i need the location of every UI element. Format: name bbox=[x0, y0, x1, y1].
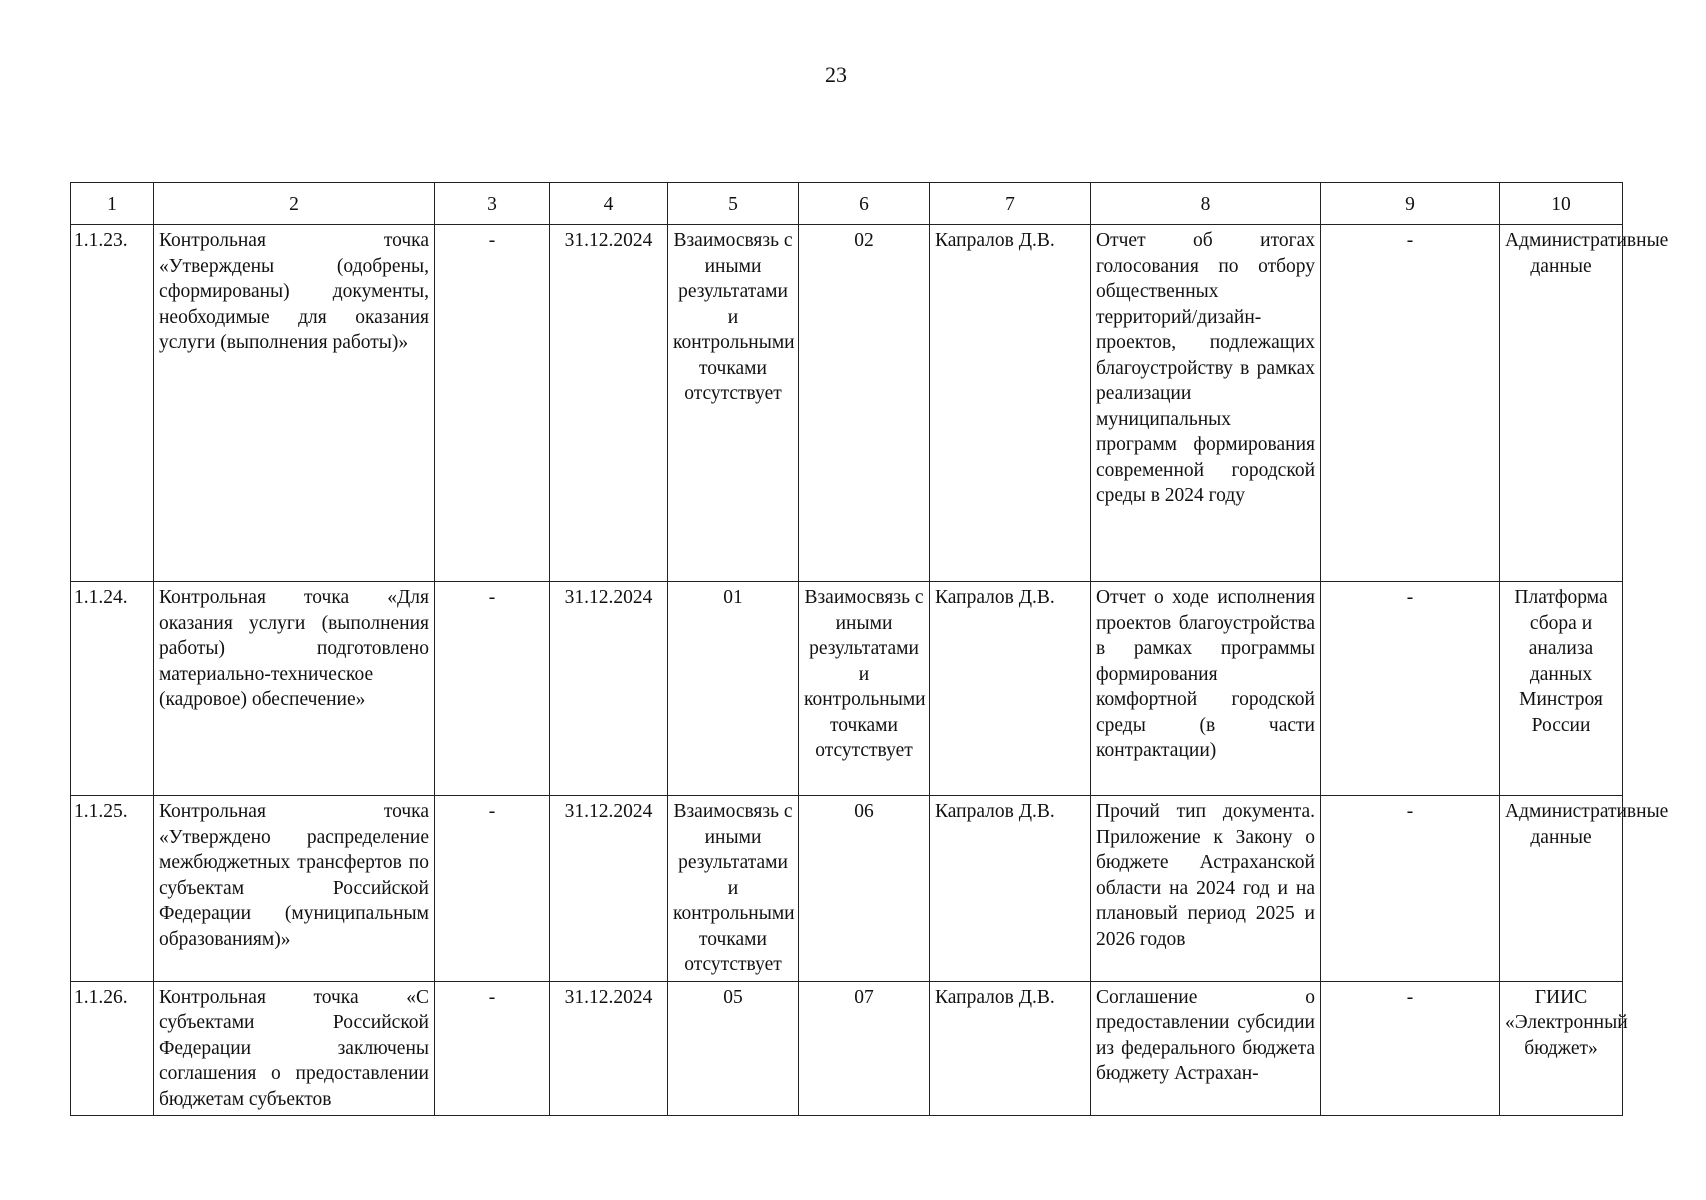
header-col-3: 3 bbox=[435, 183, 550, 225]
responsible-person: Капралов Д.В. bbox=[930, 225, 1091, 582]
cell-col-6: Взаимосвязь с иными результатами и контрольными точками отсутствует bbox=[799, 582, 930, 796]
document-type: Прочий тип документа. Приложение к Закону о бюджете Астраханской области на 2024 год и на плановый период 2025 и 2026 годов bbox=[1091, 796, 1321, 982]
header-col-1: 1 bbox=[71, 183, 154, 225]
due-date: 31.12.2024 bbox=[550, 582, 668, 796]
cell-col-9: - bbox=[1321, 582, 1500, 796]
header-col-2: 2 bbox=[154, 183, 435, 225]
due-date: 31.12.2024 bbox=[550, 225, 668, 582]
row-number: 1.1.24. bbox=[71, 582, 154, 796]
cell-col-9: - bbox=[1321, 796, 1500, 982]
table-header-row bbox=[71, 183, 1623, 225]
row-number: 1.1.25. bbox=[71, 796, 154, 982]
control-points-table bbox=[70, 182, 1669, 1116]
table-row bbox=[71, 225, 1623, 582]
information-source: ГИИС «Электронный бюджет» bbox=[1500, 981, 1623, 1116]
responsible-person: Капралов Д.В. bbox=[930, 582, 1091, 796]
table-row bbox=[71, 796, 1623, 982]
cell-col-6: 02 bbox=[799, 225, 930, 582]
header-col-5: 5 bbox=[668, 183, 799, 225]
cell-col-3: - bbox=[435, 225, 550, 582]
cell-col-3: - bbox=[435, 582, 550, 796]
control-point-name: Контрольная точка «Утверждены (одобрены, сформированы) документы, необходимые для оказания услуги (выполнения работы)» bbox=[154, 225, 435, 582]
document-type: Отчет об итогах голосования по отбору общественных территорий/дизайн-проектов, подлежащих благоустройству в рамках реализации муниципальных программ формирования современной городской среды в 2024 году bbox=[1091, 225, 1321, 582]
due-date: 31.12.2024 bbox=[550, 981, 668, 1116]
information-source: Административные данные bbox=[1500, 796, 1623, 982]
cell-col-5: 01 bbox=[668, 582, 799, 796]
header-col-7: 7 bbox=[930, 183, 1091, 225]
cell-col-3: - bbox=[435, 981, 550, 1116]
header-col-8: 8 bbox=[1091, 183, 1321, 225]
page-number: 23 bbox=[825, 62, 847, 87]
cell-col-5: Взаимосвязь с иными результатами и контрольными точками отсутствует bbox=[668, 225, 799, 582]
cell-col-5: 05 bbox=[668, 981, 799, 1116]
cell-col-5: Взаимосвязь с иными результатами и контрольными точками отсутствует bbox=[668, 796, 799, 982]
header-col-4: 4 bbox=[550, 183, 668, 225]
control-point-name: Контрольная точка «Утверждено распределение межбюджетных трансфертов по субъектам Российской Федерации (муниципальным образованиям)» bbox=[154, 796, 435, 982]
document-type: Соглашение о предоставлении субсидии из федерального бюджета бюджету Астрахан- bbox=[1091, 981, 1321, 1116]
header-col-10: 10 bbox=[1500, 183, 1623, 225]
control-point-name: Контрольная точка «С субъектами Российской Федерации заключены соглашения о предоставлении бюджетам субъектов bbox=[154, 981, 435, 1116]
information-source: Платформа сбора и анализа данных Минстроя России bbox=[1500, 582, 1623, 796]
cell-col-6: 07 bbox=[799, 981, 930, 1116]
header-col-9: 9 bbox=[1321, 183, 1500, 225]
cell-col-9: - bbox=[1321, 225, 1500, 582]
control-point-name: Контрольная точка «Для оказания услуги (выполнения работы) подготовлено материально-техническое (кадровое) обеспечение» bbox=[154, 582, 435, 796]
cell-col-6: 06 bbox=[799, 796, 930, 982]
header-col-6: 6 bbox=[799, 183, 930, 225]
cell-col-3: - bbox=[435, 796, 550, 982]
row-number: 1.1.26. bbox=[71, 981, 154, 1116]
table-row bbox=[71, 582, 1623, 796]
table-row bbox=[71, 981, 1623, 1116]
cell-col-9: - bbox=[1321, 981, 1500, 1116]
due-date: 31.12.2024 bbox=[550, 796, 668, 982]
information-source: Административные данные bbox=[1500, 225, 1623, 582]
responsible-person: Капралов Д.В. bbox=[930, 796, 1091, 982]
responsible-person: Капралов Д.В. bbox=[930, 981, 1091, 1116]
document-type: Отчет о ходе исполнения проектов благоустройства в рамках программы формирования комфортной городской среды (в части контрактации) bbox=[1091, 582, 1321, 796]
row-number: 1.1.23. bbox=[71, 225, 154, 582]
